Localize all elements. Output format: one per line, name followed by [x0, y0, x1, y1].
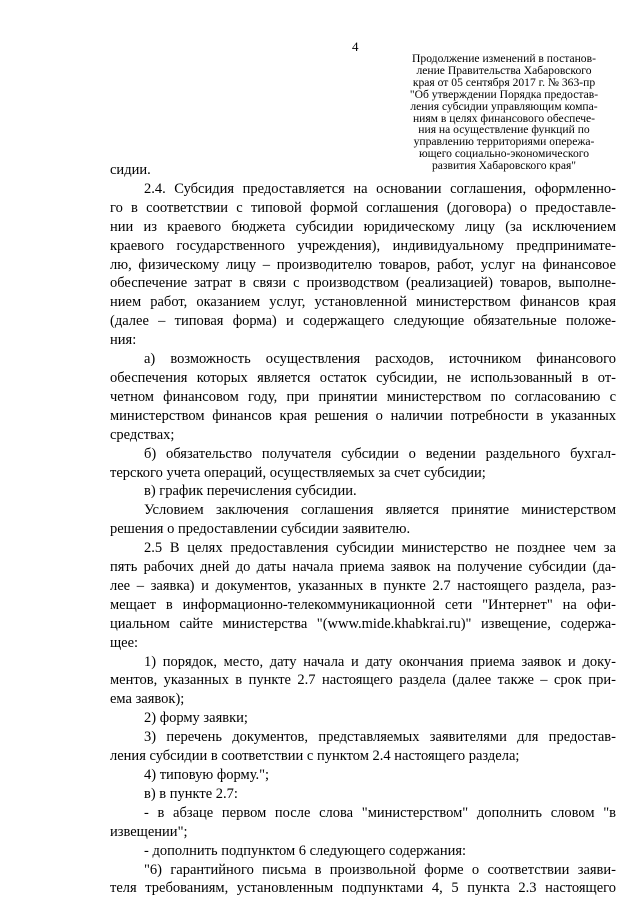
- header-note-line: ниям в целях финансового обеспече-: [412, 111, 596, 125]
- paragraph-line: ния:: [110, 332, 137, 349]
- header-note-line: ющего социально-экономического: [418, 147, 590, 161]
- paragraph-line: лее – заявка) и документов, указанных в пункте 2.7 настоящего раздела, раз-: [110, 577, 616, 594]
- paragraph: [110, 161, 616, 180]
- paragraph-line: в) график перечисления субсидии.: [144, 483, 357, 500]
- paragraph: [110, 709, 616, 728]
- paragraph-line: средствах;: [110, 426, 175, 443]
- header-note-line: "Об утверждении Порядка предостав-: [409, 87, 599, 101]
- paragraph-line: а) возможность осуществления расходов, источником финансового: [144, 351, 616, 368]
- paragraph-line: 2) форму заявки;: [144, 710, 248, 727]
- paragraph: [110, 785, 616, 804]
- paragraph-line: в) в пункте 2.7:: [144, 785, 238, 802]
- document-body: [110, 161, 616, 898]
- paragraph-line: ментов, указанных в пункте 2.7 настоящего раздела (далее также – срок при-: [110, 672, 616, 689]
- paragraph-line: (далее – типовая форма) и содержащего следующие обязательные положе-: [110, 313, 616, 330]
- paragraph: [110, 842, 616, 861]
- paragraph-line: ления субсидии в соответствии с пунктом 2.4 настоящего раздела;: [110, 748, 520, 765]
- paragraph-line: извещении";: [110, 823, 188, 840]
- paragraph-line: Условием заключения соглашения является принятие министерством: [144, 502, 616, 519]
- paragraph-line: 3) перечень документов, представляемых заявителями для предостав-: [144, 729, 616, 746]
- paragraph-line: нием работ, оказанием услуг, установленной министерством финансов края: [110, 294, 616, 311]
- paragraph-line: б) обязательство получателя субсидии о ведении раздельного бухгал-: [144, 445, 616, 462]
- paragraph: [110, 804, 616, 842]
- header-note-line: ление Правительства Хабаровского: [416, 63, 592, 77]
- paragraph: [110, 766, 616, 785]
- paragraph: [110, 445, 616, 483]
- paragraph-line: го в соответствии с типовой формой соглашения (договора) о предоставле-: [110, 199, 616, 216]
- paragraph-line: ема заявок);: [110, 691, 185, 708]
- paragraph: [110, 539, 616, 652]
- paragraph-line: "6) гарантийного письма в произвольной форме о соответствии заяви-: [144, 861, 616, 878]
- paragraph-line: 1) порядок, место, дату начала и дату окончания приема заявок и доку-: [144, 653, 616, 670]
- page-number: 4: [352, 39, 359, 54]
- paragraph-line: теля требованиям, установленным подпунктами 4, 5 пункта 2.3 настоящего: [110, 880, 616, 897]
- paragraph-line: обеспечения которых является остаток субсидии, не использованный в от-: [110, 369, 616, 386]
- paragraph-line: обеспечение затрат в связи с производством (реализацией) товаров, выполне-: [110, 275, 616, 292]
- paragraph-line: четном финансовом году, при принятии министерством по согласованию с: [110, 388, 616, 405]
- header-note-line: края от 05 сентября 2017 г. № 363-пр: [412, 75, 596, 89]
- paragraph-line: сидии.: [110, 162, 151, 178]
- paragraph-line: краевого государственного учреждения), индивидуальному предпринимате-: [110, 237, 616, 254]
- paragraph-line: щее:: [110, 634, 139, 651]
- paragraph-line: министерством финансов края решения о наличии потребности в указанных: [110, 407, 616, 424]
- paragraph: [110, 501, 616, 539]
- paragraph: [110, 728, 616, 766]
- paragraph-line: пять рабочих дней до даты начала приема заявок на получение субсидии (да-: [110, 559, 616, 576]
- paragraph-line: нии из краевого бюджета субсидии юридическому лицу (за исключением: [110, 218, 616, 235]
- paragraph-line: решения о предоставлении субсидии заявителю.: [110, 521, 411, 538]
- header-note-line: управлению территориями опережа-: [413, 135, 595, 149]
- header-note: [392, 53, 616, 172]
- header-note-line: ния на осуществление функций по: [418, 123, 590, 137]
- header-note-line: Продолжение изменений в постанов-: [412, 52, 596, 65]
- paragraph-line: циальном сайте министерства "(www.mide.khabkrai.ru)" извещение, содержа-: [110, 615, 616, 632]
- paragraph-line: 2.4. Субсидия предоставляется на основании соглашения, оформленно-: [144, 180, 616, 197]
- paragraph-line: 4) типовую форму.";: [144, 767, 270, 783]
- paragraph-line: 2.5 В целях предоставления субсидии министерство не позднее чем за: [144, 540, 616, 557]
- paragraph-line: лю, физическому лицу – производителю товаров, работ, услуг на финансовое: [110, 256, 616, 273]
- header-note-line: ления субсидии управляющим компа-: [410, 99, 598, 113]
- paragraph: [110, 180, 616, 350]
- paragraph-line: терского учета операций, осуществляемых за счет субсидии;: [110, 464, 486, 481]
- paragraph-line: - дополнить подпунктом 6 следующего содержания:: [144, 842, 467, 859]
- paragraph: [110, 861, 616, 899]
- paragraph: [110, 653, 616, 710]
- paragraph: [110, 482, 616, 501]
- paragraph-line: мещает в информационно-телекоммуникационной сети "Интернет" на офи-: [110, 596, 616, 613]
- paragraph-line: - в абзаце первом после слова "министерством" дополнить словом "в: [144, 804, 616, 821]
- paragraph: [110, 350, 616, 445]
- header-note-line: развития Хабаровского края": [431, 159, 577, 173]
